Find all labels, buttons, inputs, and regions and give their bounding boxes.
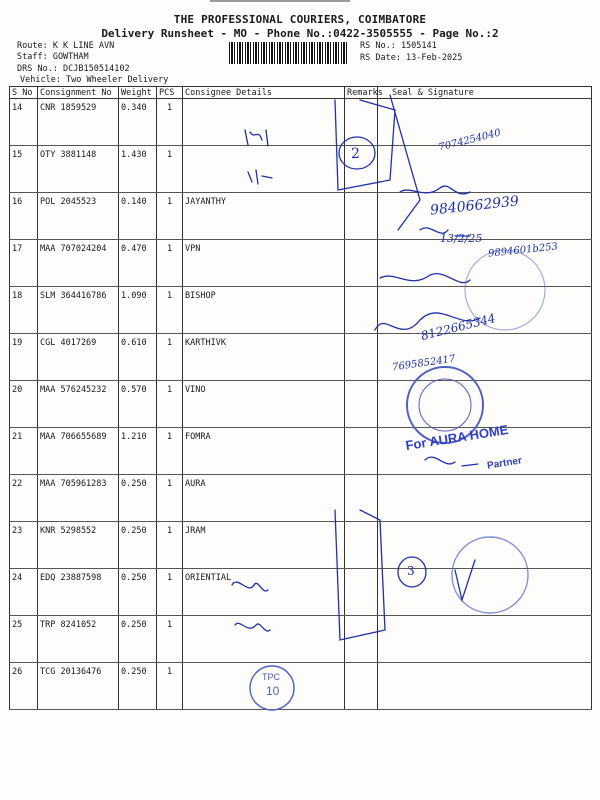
table-row: 18 SLM 364416786 1.090 1 BISHOP <box>10 287 592 334</box>
handwritten-phone-19: 8122665344 <box>419 310 497 344</box>
col-consignment: Consignment No <box>38 87 119 99</box>
col-sno: S No <box>10 87 38 99</box>
table-row: 26 TCG 20136476 0.250 1 <box>10 663 592 710</box>
stamp-partner: Partner <box>486 455 523 472</box>
table-row: 17 MAA 707024204 0.470 1 VPN <box>10 240 592 287</box>
handwritten-phone-16: 9840662939 <box>429 193 520 219</box>
runsheet-table <box>9 86 592 710</box>
table-row: 16 POL 2045523 0.140 1 JAYANTHY <box>10 193 592 240</box>
table-header-row <box>10 87 592 99</box>
col-weight: Weight <box>119 87 157 99</box>
table-row: 23 KNR 5298552 0.250 1 JRAM <box>10 522 592 569</box>
handwritten-date-17: 13/2/25 <box>440 232 483 245</box>
table-row: 19 CGL 4017269 0.610 1 KARTHIVK <box>10 334 592 381</box>
stamp-tpc-number: 10 <box>266 684 280 698</box>
stamp-aura-home: For AURA HOME <box>404 421 510 454</box>
table-row: 25 TRP 8241052 0.250 1 <box>10 616 592 663</box>
barcode <box>229 42 349 64</box>
stamp-tpc-label: TPC <box>262 672 280 682</box>
table-row: 14 CNR 1859529 0.340 1 <box>10 99 592 146</box>
document-title: THE PROFESSIONAL COURIERS, COIMBATORE <box>173 13 427 26</box>
col-signature: Seal & Signature <box>378 87 592 99</box>
col-pcs: PCS <box>157 87 183 99</box>
table-row: 20 MAA 576245232 0.570 1 VINO <box>10 381 592 428</box>
drs-number: DRS No.: DCJB150514102 <box>17 64 130 74</box>
table-row: 22 MAA 705961283 0.250 1 AURA <box>10 475 592 522</box>
col-remarks: Remarks <box>345 87 378 99</box>
handwritten-phone-15: 7074254040 <box>437 127 503 154</box>
table-row: 21 MAA 706655689 1.210 1 FOMRA <box>10 428 592 475</box>
staff-label: Staff: GOWTHAM <box>17 52 89 62</box>
document-subtitle: Delivery Runsheet - MO - Phone No.:0422-3505555 - Page No.:2 <box>101 27 499 40</box>
handwritten-circle-2: 2 <box>351 146 360 162</box>
col-consignee: Consignee Details <box>183 87 345 99</box>
vehicle-label: Vehicle: Two Wheeler Delivery <box>20 75 169 85</box>
scan-artifact <box>210 0 350 2</box>
handwritten-phone-20: 7695852417 <box>391 353 457 374</box>
rs-number: RS No.: 1505141 <box>360 41 437 51</box>
handwritten-circle-3: 3 <box>407 564 415 578</box>
handwritten-phone-17: 9894601b253 <box>487 241 559 260</box>
rs-date: RS Date: 13-Feb-2025 <box>360 53 463 63</box>
table-row: 15 OTY 3881148 1.430 1 <box>10 146 592 193</box>
table-row: 24 EDQ 23887598 0.250 1 ORIENTIAL <box>10 569 592 616</box>
route-label: Route: K K LINE AVN <box>17 41 115 51</box>
